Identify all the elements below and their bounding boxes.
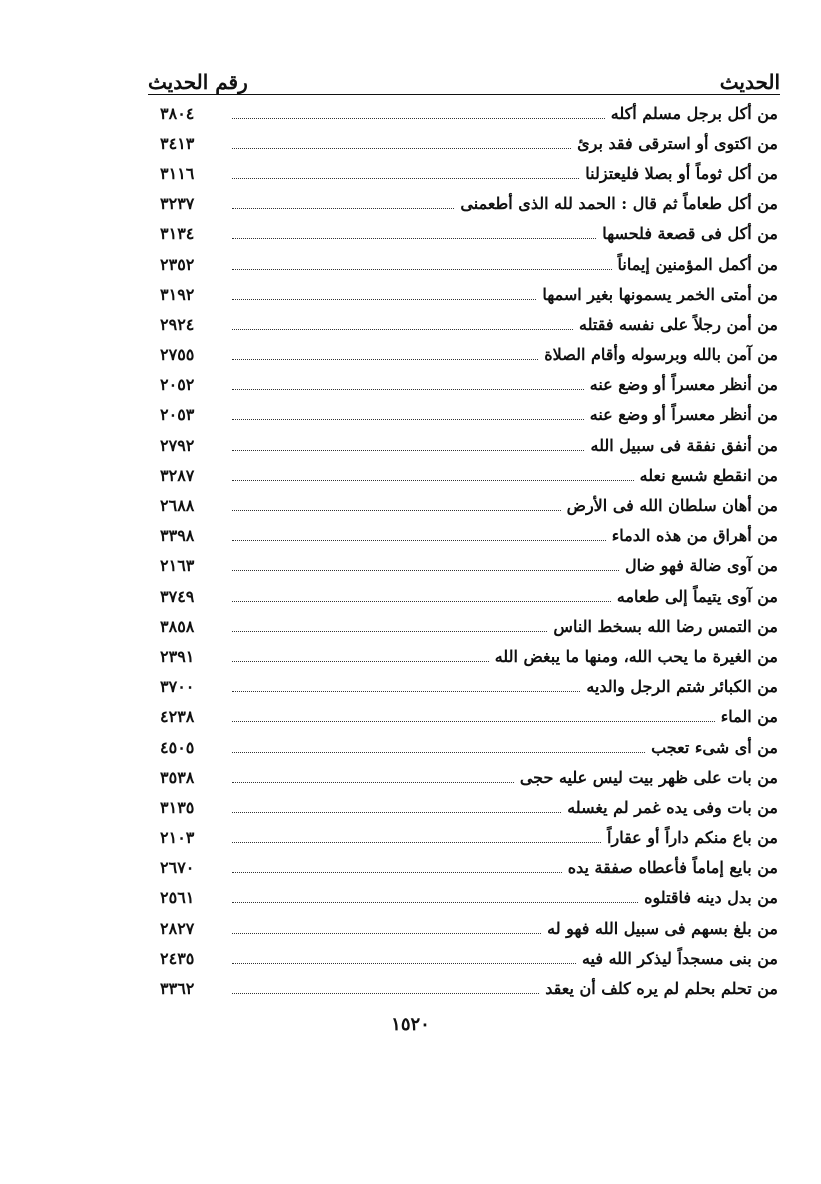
hadith-number: ٣٧٠٠	[160, 677, 195, 697]
hadith-number: ٣١٩٢	[160, 284, 195, 304]
header-divider	[148, 94, 780, 95]
hadith-text: من الغيرة ما يحب الله، ومنها ما يبغض الله	[494, 646, 778, 666]
hadith-number: ٤٢٣٨	[160, 707, 195, 727]
index-row	[160, 219, 778, 249]
index-row	[160, 943, 778, 973]
page-number: ١٥٢٠	[391, 1014, 430, 1035]
dot-leader	[232, 540, 606, 541]
dot-leader	[232, 842, 601, 843]
hadith-number: ٣٣٦٢	[160, 979, 195, 999]
hadith-number: ٢١٦٣	[160, 556, 195, 576]
hadith-text: من أكل ثوماً أو بصلا فليعتزلنا	[585, 163, 778, 183]
hadith-text: من بات على ظهر بيت ليس عليه حجى	[519, 767, 778, 787]
hadith-number: ٢٣٩١	[160, 646, 195, 666]
hadith-number: ٢٩٢٤	[160, 314, 195, 334]
hadith-text: من أمتى الخمر يسمونها بغير اسمها	[542, 284, 778, 304]
index-row	[160, 672, 778, 702]
index-row	[160, 158, 778, 188]
index-row	[160, 823, 778, 853]
index-row	[160, 98, 778, 128]
index-row	[160, 309, 778, 339]
dot-leader	[232, 752, 645, 753]
index-row	[160, 279, 778, 309]
hadith-text: من أكل برجل مسلم أكله	[610, 103, 778, 123]
hadith-text: من باع منكم داراً أو عقاراً	[607, 828, 778, 848]
hadith-number: ٢٧٩٢	[160, 435, 195, 455]
hadith-number: ٢٣٥٢	[160, 254, 195, 274]
index-row	[160, 430, 778, 460]
hadith-number: ٣٣٩٨	[160, 526, 195, 546]
hadith-text: من أكل فى قصعة فلحسها	[602, 224, 778, 244]
dot-leader	[232, 782, 514, 783]
hadith-text: من بدل دينه فاقتلوه	[644, 888, 778, 908]
hadith-text: من أكمل المؤمنين إيماناً	[617, 254, 778, 274]
dot-leader	[232, 269, 612, 270]
dot-leader	[232, 933, 541, 934]
index-entries	[160, 98, 778, 1004]
hadith-text: من الماء	[720, 707, 778, 727]
dot-leader	[232, 148, 571, 149]
index-row	[160, 189, 778, 219]
hadith-text: من أنظر معسراً أو وضع عنه	[589, 405, 778, 425]
hadith-text: من بنى مسجداً ليذكر الله فيه	[581, 948, 778, 968]
dot-leader	[232, 601, 611, 602]
hadith-number: ٤٥٠٥	[160, 737, 195, 757]
hadith-number: ٢٦٧٠	[160, 858, 195, 878]
hadith-number: ٢٤٣٥	[160, 948, 195, 968]
hadith-number: ٢٦٨٨	[160, 496, 195, 516]
index-row	[160, 400, 778, 430]
hadith-text: من أهراق من هذه الدماء	[611, 526, 778, 546]
dot-leader	[232, 902, 638, 903]
hadith-text: من أنفق نفقة فى سبيل الله	[590, 435, 778, 455]
dot-leader	[232, 208, 454, 209]
hadith-text: من بايع إماماً فأعطاه صفقة يده	[567, 858, 778, 878]
hadith-number: ٣١١٦	[160, 163, 195, 183]
page-header	[148, 58, 780, 94]
index-row	[160, 973, 778, 1003]
dot-leader	[232, 389, 584, 390]
hadith-number: ٣٢٨٧	[160, 465, 195, 485]
hadith-number: ٣٤١٣	[160, 133, 195, 153]
hadith-text: من اكتوى أو استرقى فقد برئ	[577, 133, 778, 153]
hadith-text: من بات وفى يده غمر لم يغسله	[567, 797, 778, 817]
dot-leader	[232, 993, 539, 994]
hadith-number: ٣٢٣٧	[160, 194, 195, 214]
dot-leader	[232, 480, 634, 481]
hadith-number: ٢١٠٣	[160, 828, 195, 848]
hadith-number: ٣٨٠٤	[160, 103, 195, 123]
index-row	[160, 460, 778, 490]
hadith-number: ٣٧٤٩	[160, 586, 195, 606]
index-row	[160, 702, 778, 732]
index-row	[160, 340, 778, 370]
dot-leader	[232, 721, 715, 722]
index-row	[160, 792, 778, 822]
index-row	[160, 732, 778, 762]
header-hadith-label: الحديث	[719, 70, 780, 94]
dot-leader	[232, 510, 561, 511]
dot-leader	[232, 450, 584, 451]
index-row	[160, 490, 778, 520]
hadith-text: من أهان سلطان الله فى الأرض	[566, 496, 778, 516]
hadith-number: ٣٥٣٨	[160, 767, 195, 787]
index-row	[160, 551, 778, 581]
hadith-number: ٣١٣٥	[160, 797, 195, 817]
dot-leader	[232, 570, 619, 571]
index-row	[160, 249, 778, 279]
index-row	[160, 762, 778, 792]
dot-leader	[232, 359, 538, 360]
dot-leader	[232, 299, 536, 300]
hadith-text: من تحلم بحلم لم يره كلف أن يعقد	[545, 979, 778, 999]
index-row	[160, 581, 778, 611]
hadith-text: من أى شىء تعجب	[651, 737, 778, 757]
hadith-number: ٢٠٥٣	[160, 405, 195, 425]
hadith-number: ٢٨٢٧	[160, 918, 195, 938]
hadith-text: من أنظر معسراً أو وضع عنه	[589, 375, 778, 395]
index-row	[160, 128, 778, 158]
index-row	[160, 611, 778, 641]
dot-leader	[232, 118, 605, 119]
hadith-text: من أمن رجلاً على نفسه فقتله	[579, 314, 778, 334]
hadith-text: من بلغ بسهم فى سبيل الله فهو له	[547, 918, 778, 938]
dot-leader	[232, 329, 573, 330]
hadith-text: من آوى يتيماً إلى طعامه	[616, 586, 778, 606]
dot-leader	[232, 691, 580, 692]
index-row	[160, 521, 778, 551]
dot-leader	[232, 238, 596, 239]
index-row	[160, 641, 778, 671]
hadith-text: من الكبائر شتم الرجل والديه	[586, 677, 778, 697]
dot-leader	[232, 812, 561, 813]
dot-leader	[232, 178, 579, 179]
hadith-number: ٣١٣٤	[160, 224, 195, 244]
dot-leader	[232, 631, 547, 632]
index-row	[160, 370, 778, 400]
hadith-text: من أكل طعاماً ثم قال : الحمد لله الذى أطعمنى	[460, 194, 778, 214]
dot-leader	[232, 963, 576, 964]
header-hadith-number-label: رقم الحديث	[148, 70, 248, 94]
index-row	[160, 883, 778, 913]
hadith-number: ٢٠٥٢	[160, 375, 195, 395]
dot-leader	[232, 661, 489, 662]
hadith-text: من انقطع شسع نعله	[639, 465, 778, 485]
hadith-number: ٢٧٥٥	[160, 345, 195, 365]
dot-leader	[232, 419, 584, 420]
hadith-number: ٣٨٥٨	[160, 616, 195, 636]
hadith-text: من آمن بالله وبرسوله وأقام الصلاة	[544, 345, 778, 365]
index-row	[160, 853, 778, 883]
hadith-number: ٢٥٦١	[160, 888, 195, 908]
index-row	[160, 913, 778, 943]
dot-leader	[232, 872, 562, 873]
hadith-text: من التمس رضا الله بسخط الناس	[553, 616, 778, 636]
hadith-text: من آوى ضالة فهو ضال	[624, 556, 778, 576]
